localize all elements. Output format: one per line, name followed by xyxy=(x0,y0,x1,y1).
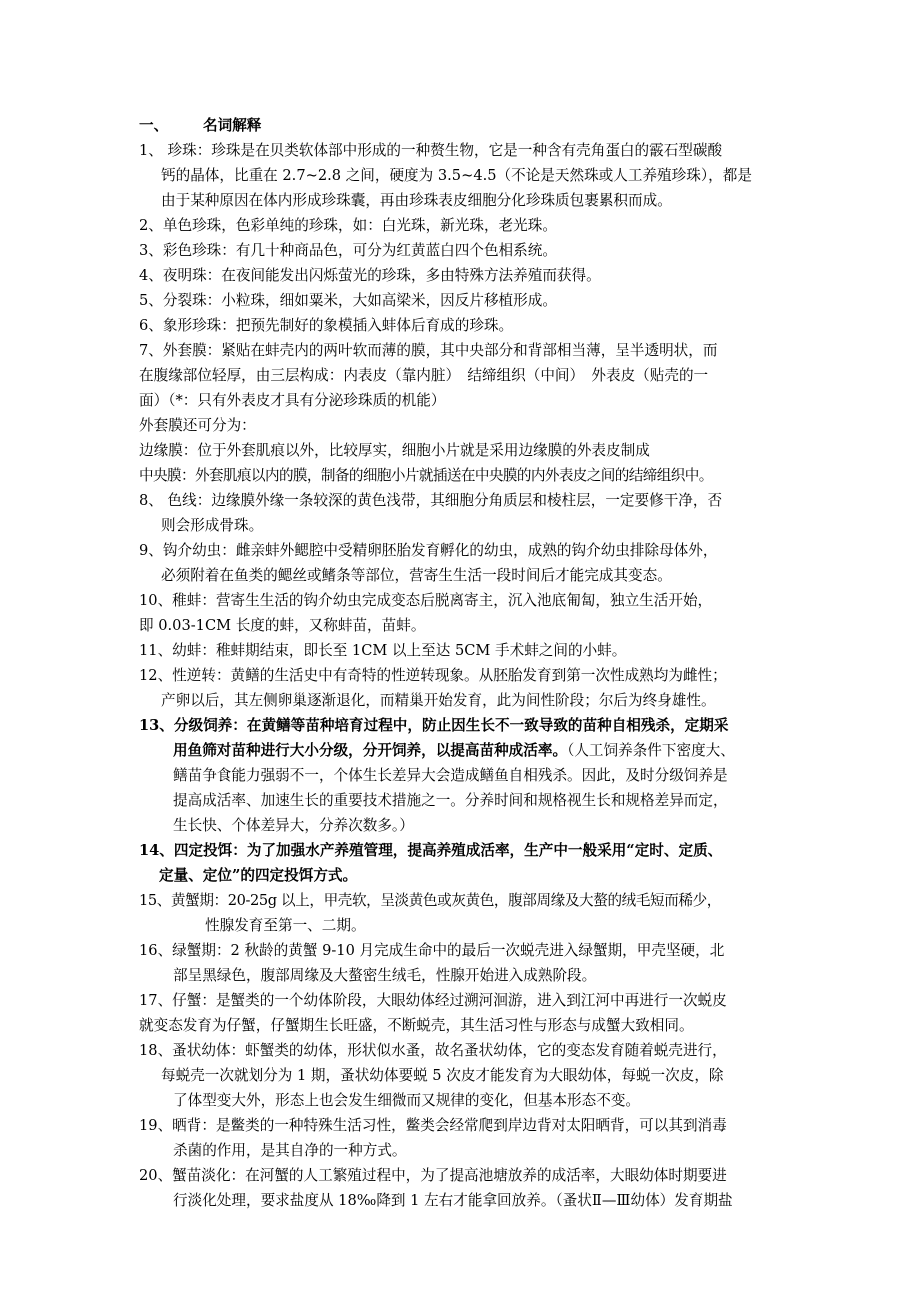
entry-1 xyxy=(139,138,789,213)
text-line: 杀菌的作用，是其自净的一种方式。 xyxy=(173,1142,407,1159)
entry-20 xyxy=(139,1163,789,1213)
text-line: 提高成活率、加速生长的重要技术措施之一。分养时间和规格视生长和规格差异而定， xyxy=(173,792,728,809)
entry-15 xyxy=(139,888,789,938)
entry-8 xyxy=(139,488,789,538)
text-line: 生长快、个体差异大，分养次数多。） xyxy=(173,817,414,834)
text-line: 即 0.03-1CM 长度的蚌，又称蚌苗，苗蚌。 xyxy=(139,617,426,634)
text-line: 7、外套膜：紧贴在蚌壳内的两叶软而薄的膜，其中央部分和背部相当薄，呈半透明状，而 xyxy=(139,342,718,359)
entry-16 xyxy=(139,938,789,988)
text-line: 由于某种原因在体内形成珍珠囊，再由珍珠表皮细胞分化珍珠质包裹累积而成。 xyxy=(161,192,672,209)
entry-11: 11、幼蚌：稚蚌期结束，即长至 1CM 以上至达 5CM 手术蚌之间的小蚌。 xyxy=(139,642,627,659)
text-line: 在腹缘部位轻厚，由三层构成：内表皮（靠内脏） 结缔组织（中间） 外表皮（贴壳的一 xyxy=(139,367,709,384)
entry-14 xyxy=(139,838,789,888)
entry-7 xyxy=(139,338,789,488)
text-line: （人工饲养条件下密度大、 xyxy=(567,742,735,759)
entry-10 xyxy=(139,588,789,638)
entry-18 xyxy=(139,1038,789,1113)
section-number: 一、 xyxy=(139,117,169,134)
text-line: 必须附着在鱼类的鳃丝或鳍条等部位，营寄生生活一段时间后才能完成其变态。 xyxy=(161,567,672,584)
text-line: 中央膜：外套肌痕以内的膜，制备的细胞小片就插送在中央膜的内外表皮之间的结缔组织中。 xyxy=(139,467,713,484)
text-line: 性腺发育至第一、二期。 xyxy=(205,917,366,934)
text-line: 17、仔蟹：是蟹类的一个幼体阶段，大眼幼体经过溯河洄游，进入到江河中再进行一次蜕皮 xyxy=(139,992,727,1009)
text-line: 1、 珍珠：珍珠是在贝类软体部中形成的一种赘生物，它是一种含有壳角蛋白的霰石型碳酸 xyxy=(139,142,723,159)
entry-13 xyxy=(139,713,789,838)
text-line: 用鱼筛对苗种进行大小分级，分开饲养，以提高苗种成活率。 xyxy=(173,742,568,759)
text-line: 产卵以后，其左侧卵巢逐渐退化，而精巢开始发育，此为间性阶段；尔后为终身雄性。 xyxy=(161,692,716,709)
text-line: 14、四定投饵：为了加强水产养殖管理，提高养殖成活率，生产中一般采用“定时、定质、 xyxy=(139,842,723,859)
text-line: 每蜕壳一次就划分为 1 期，蚤状幼体要蜕 5 次皮才能发育为大眼幼体，每蜕一次皮，除 xyxy=(161,1067,724,1084)
text-line: 则会形成骨珠。 xyxy=(161,517,264,534)
text-line: 鳝苗争食能力强弱不一，个体生长差异大会造成鳝鱼自相残杀。因此，及时分级饲养是 xyxy=(173,767,728,784)
text-line: 行淡化处理，要求盐度从 18‰降到 1 左右才能拿回放养。（蚤状Ⅱ—Ⅲ幼体）发育期盐 xyxy=(173,1192,733,1209)
text-line: 10、稚蚌：营寄生生活的钩介幼虫完成变态后脱离寄主，沉入池底匍匐，独立生活开始， xyxy=(139,592,713,609)
entry-5: 5、分裂珠：小粒珠，细如粟米，大如高梁米，因反片移植形成。 xyxy=(139,292,557,309)
text-line: 外套膜还可分为： xyxy=(139,417,256,434)
text-line: 边缘膜：位于外套肌痕以外，比较厚实，细胞小片就是采用边缘膜的外表皮制成 xyxy=(139,442,650,459)
text-line: 16、绿蟹期：2 秋龄的黄蟹 9-10 月完成生命中的最后一次蜕壳进入绿蟹期，甲壳坚硬，北 xyxy=(139,942,725,959)
entry-9 xyxy=(139,538,789,588)
entry-6: 6、象形珍珠：把预先制好的象模插入蚌体后育成的珍珠。 xyxy=(139,317,514,334)
entry-4: 4、夜明珠：在夜间能发出闪烁萤光的珍珠，多由特殊方法养殖而获得。 xyxy=(139,267,601,284)
text-line: 8、 色线：边缘膜外缘一条较深的黄色浅带，其细胞分角质层和棱柱层，一定要修干净，否 xyxy=(139,492,723,509)
section-title: 名词解释 xyxy=(203,117,262,134)
text-line: 12、性逆转：黄鳝的生活史中有奇特的性逆转现象。从胚胎发育到第一次性成熟均为雌性； xyxy=(139,667,727,684)
text-line: 20、蟹苗淡化：在河蟹的人工繁殖过程中，为了提高池塘放养的成活率，大眼幼体时期要进 xyxy=(139,1167,727,1184)
text-line: 部呈黑绿色，腹部周缘及大螯密生绒毛，性腺开始进入成熟阶段。 xyxy=(173,967,597,984)
text-line: 定量、定位”的四定投饵方式。 xyxy=(159,867,358,884)
entry-12 xyxy=(139,663,789,713)
text-line: 18、蚤状幼体：虾蟹类的幼体，形状似水蚤，故名蚤状幼体，它的变态发育随着蜕壳进行， xyxy=(139,1042,727,1059)
section-heading xyxy=(139,113,789,138)
text-line: 15、黄蟹期：20-25g 以上，甲壳软，呈淡黄色或灰黄色，腹部周缘及大螯的绒毛短而稀少， xyxy=(139,892,722,909)
entry-3: 3、彩色珍珠：有几十种商品色，可分为红黄蓝白四个色相系统。 xyxy=(139,242,557,259)
text-line: 13、分级饲养：在黄鳝等苗种培育过程中，防止因生长不一致导致的苗种自相残杀，定期采 xyxy=(139,717,729,734)
entry-17 xyxy=(139,988,789,1038)
text-line: 9、钩介幼虫：雌亲蚌外鳃腔中受精卵胚胎发育孵化的幼虫，成熟的钩介幼虫排除母体外， xyxy=(139,542,718,559)
document-page xyxy=(139,113,789,1213)
text-line: 19、晒背：是鳖类的一种特殊生活习性，鳖类会经常爬到岸边背对太阳晒背，可以其到消毒 xyxy=(139,1117,727,1134)
text-line: 钙的晶体，比重在 2.7~2.8 之间，硬度为 3.5~4.5（不论是天然珠或人工养殖珍珠），都是 xyxy=(161,167,752,184)
entry-2: 2、单色珍珠，色彩单纯的珍珠，如：白光珠，新光珠，老光珠。 xyxy=(139,217,557,234)
entry-19 xyxy=(139,1113,789,1163)
text-line: 就变态发育为仔蟹，仔蟹期生长旺盛，不断蜕壳，其生活习性与形态与成蟹大致相同。 xyxy=(139,1017,694,1034)
text-line: 了体型变大外，形态上也会发生细微而又规律的变化，但基本形态不变。 xyxy=(173,1092,641,1109)
text-line: 面）（*：只有外表皮才具有分泌珍珠质的机能） xyxy=(139,392,446,409)
